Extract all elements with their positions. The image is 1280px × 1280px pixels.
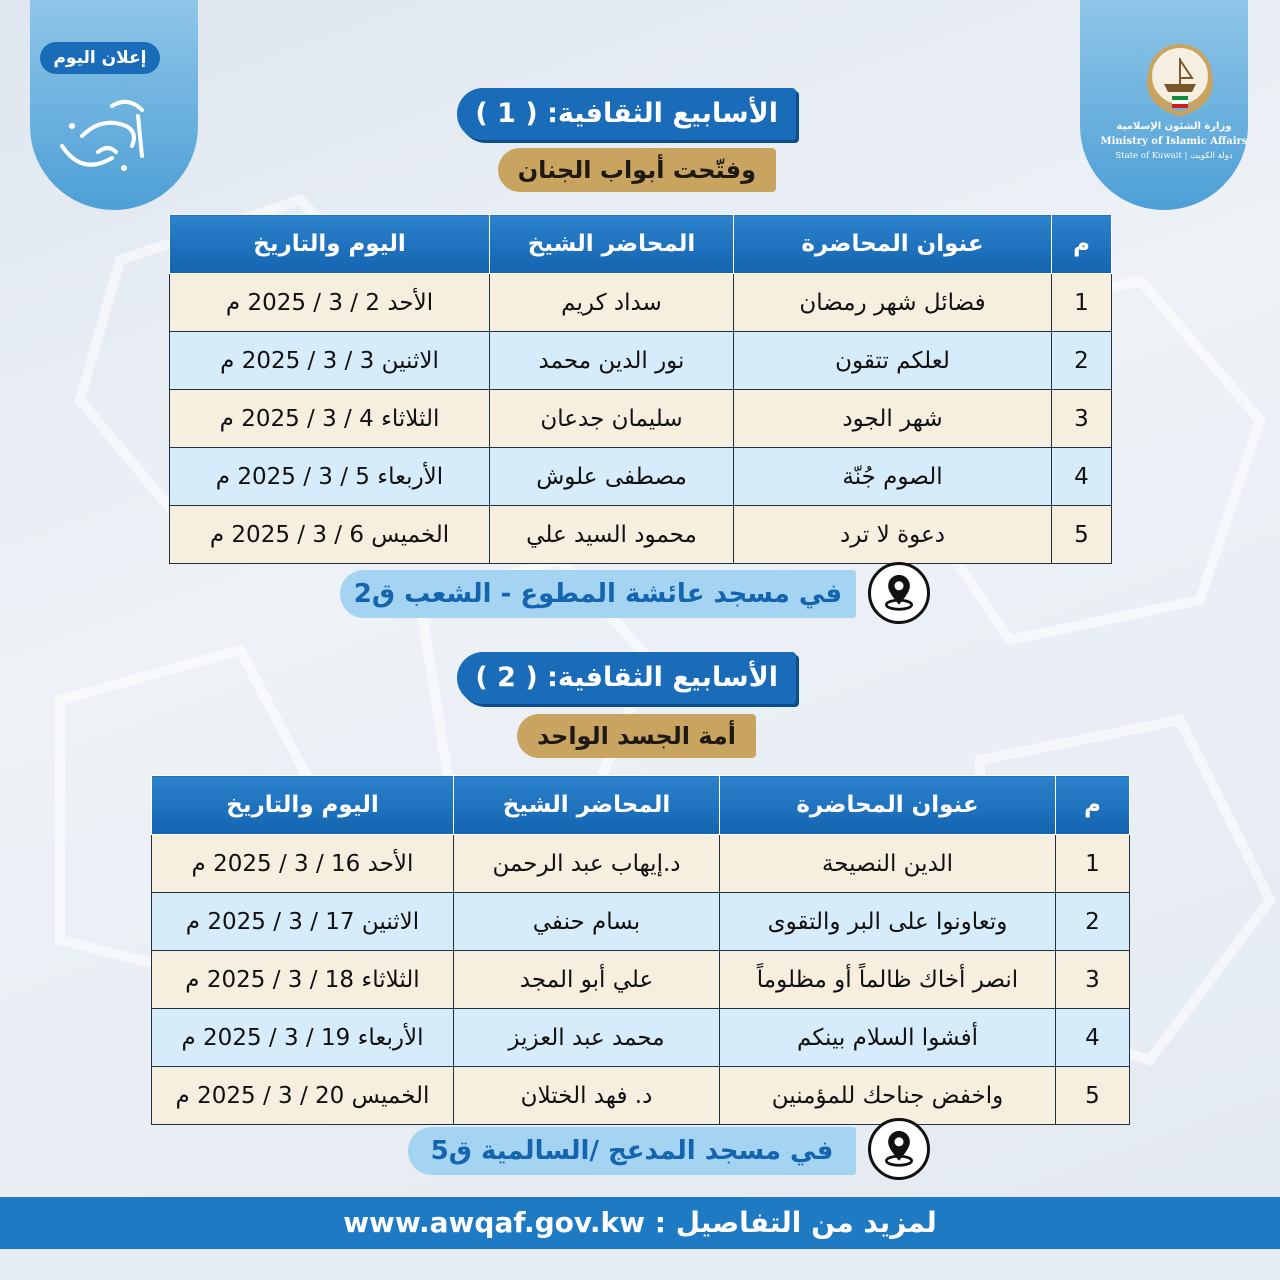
row-date: الثلاثاء 18 / 3 / 2025 م bbox=[152, 951, 454, 1009]
row-date: الخميس 6 / 3 / 2025 م bbox=[170, 506, 490, 564]
header-title: عنوان المحاضرة bbox=[734, 215, 1052, 274]
footer-text bbox=[0, 1197, 1280, 1249]
row-title: أفشوا السلام بينكم bbox=[720, 1009, 1056, 1067]
row-title: دعوة لا ترد bbox=[734, 506, 1052, 564]
row-num: 3 bbox=[1052, 390, 1112, 448]
row-lecturer: سليمان جدعان bbox=[490, 390, 734, 448]
row-num: 3 bbox=[1056, 951, 1130, 1009]
week-1-venue: في مسجد عائشة المطوع - الشعب ق2 bbox=[340, 570, 856, 618]
header-lecturer: المحاضر الشيخ bbox=[490, 215, 734, 274]
row-lecturer: مصطفى علوش bbox=[490, 448, 734, 506]
row-date: الأحد 2 / 3 / 2025 م bbox=[170, 274, 490, 332]
week-1-subtitle: وفتّحت أبواب الجنان bbox=[498, 148, 776, 192]
row-date: الاثنين 17 / 3 / 2025 م bbox=[152, 893, 454, 951]
row-lecturer: محمد عبد العزيز bbox=[454, 1009, 720, 1067]
row-title: شهر الجود bbox=[734, 390, 1052, 448]
announcement-badge: إعلان اليوم bbox=[40, 42, 160, 74]
row-lecturer: سداد كريم bbox=[490, 274, 734, 332]
table-row bbox=[170, 332, 1112, 390]
row-title: الدين النصيحة bbox=[720, 835, 1056, 893]
table-row bbox=[152, 951, 1130, 1009]
week-2-subtitle: أمة الجسد الواحد bbox=[517, 714, 756, 758]
row-num: 4 bbox=[1056, 1009, 1130, 1067]
row-date: الأربعاء 5 / 3 / 2025 م bbox=[170, 448, 490, 506]
row-lecturer: نور الدين محمد bbox=[490, 332, 734, 390]
row-title: وتعاونوا على البر والتقوى bbox=[720, 893, 1056, 951]
table-row bbox=[152, 835, 1130, 893]
row-num: 4 bbox=[1052, 448, 1112, 506]
row-date: الخميس 20 / 3 / 2025 م bbox=[152, 1067, 454, 1125]
row-num: 1 bbox=[1052, 274, 1112, 332]
header-num: م bbox=[1052, 215, 1112, 274]
row-lecturer: بسام حنفي bbox=[454, 893, 720, 951]
row-title: الصوم جُنّة bbox=[734, 448, 1052, 506]
row-date: الثلاثاء 4 / 3 / 2025 م bbox=[170, 390, 490, 448]
location-pin-icon bbox=[868, 1118, 930, 1180]
header-title: عنوان المحاضرة bbox=[720, 776, 1056, 835]
row-title: لعلكم تتقون bbox=[734, 332, 1052, 390]
footer-bottom-strip bbox=[0, 1249, 1280, 1280]
table-header-row bbox=[170, 215, 1112, 274]
table-header-row bbox=[152, 776, 1130, 835]
ministry-crest-icon bbox=[1138, 34, 1222, 118]
row-lecturer: محمود السيد علي bbox=[490, 506, 734, 564]
state-name-arabic: دولة الكويت bbox=[1190, 151, 1233, 161]
row-title: فضائل شهر رمضان bbox=[734, 274, 1052, 332]
row-date: الأحد 16 / 3 / 2025 م bbox=[152, 835, 454, 893]
row-title: واخفض جناحك للمؤمنين bbox=[720, 1067, 1056, 1125]
table-row bbox=[152, 1009, 1130, 1067]
row-lecturer: د.إيهاب عبد الرحمن bbox=[454, 835, 720, 893]
header-lecturer: المحاضر الشيخ bbox=[454, 776, 720, 835]
location-pin-icon bbox=[868, 562, 930, 624]
row-num: 2 bbox=[1056, 893, 1130, 951]
header-num: م bbox=[1056, 776, 1130, 835]
ministry-name-english: Ministry of Islamic Affairs bbox=[1100, 136, 1248, 147]
week-2-table bbox=[151, 775, 1130, 1125]
row-lecturer: علي أبو المجد bbox=[454, 951, 720, 1009]
footer-label: لمزيد من التفاصيل : bbox=[654, 1206, 937, 1239]
table-row bbox=[170, 448, 1112, 506]
row-num: 1 bbox=[1056, 835, 1130, 893]
row-num: 2 bbox=[1052, 332, 1112, 390]
row-lecturer: د. فهد الختلان bbox=[454, 1067, 720, 1125]
header-date: اليوم والتاريخ bbox=[170, 215, 490, 274]
ministry-name-arabic: وزارة الشئون الإسلامية bbox=[1116, 121, 1232, 132]
table-row bbox=[170, 506, 1112, 564]
row-title: انصر أخاك ظالماً أو مظلوماً bbox=[720, 951, 1056, 1009]
table-row bbox=[152, 1067, 1130, 1125]
table-row bbox=[152, 893, 1130, 951]
week-1-table bbox=[169, 214, 1112, 564]
ramadan-calligraphy bbox=[42, 86, 162, 186]
table-row bbox=[170, 274, 1112, 332]
table-row bbox=[170, 390, 1112, 448]
state-name: State of Kuwait | دولة الكويت bbox=[1115, 151, 1233, 161]
week-2-title: الأسابيع الثقافية: ( 2 ) bbox=[457, 652, 796, 704]
row-num: 5 bbox=[1052, 506, 1112, 564]
week-2-venue: في مسجد المدعج /السالمية ق5 bbox=[408, 1127, 856, 1175]
row-date: الاثنين 3 / 3 / 2025 م bbox=[170, 332, 490, 390]
header-date: اليوم والتاريخ bbox=[152, 776, 454, 835]
row-num: 5 bbox=[1056, 1067, 1130, 1125]
week-1-title: الأسابيع الثقافية: ( 1 ) bbox=[457, 88, 796, 140]
website-link[interactable]: www.awqaf.gov.kw bbox=[343, 1206, 645, 1239]
row-date: الأربعاء 19 / 3 / 2025 م bbox=[152, 1009, 454, 1067]
state-name-english: State of Kuwait bbox=[1115, 151, 1182, 161]
